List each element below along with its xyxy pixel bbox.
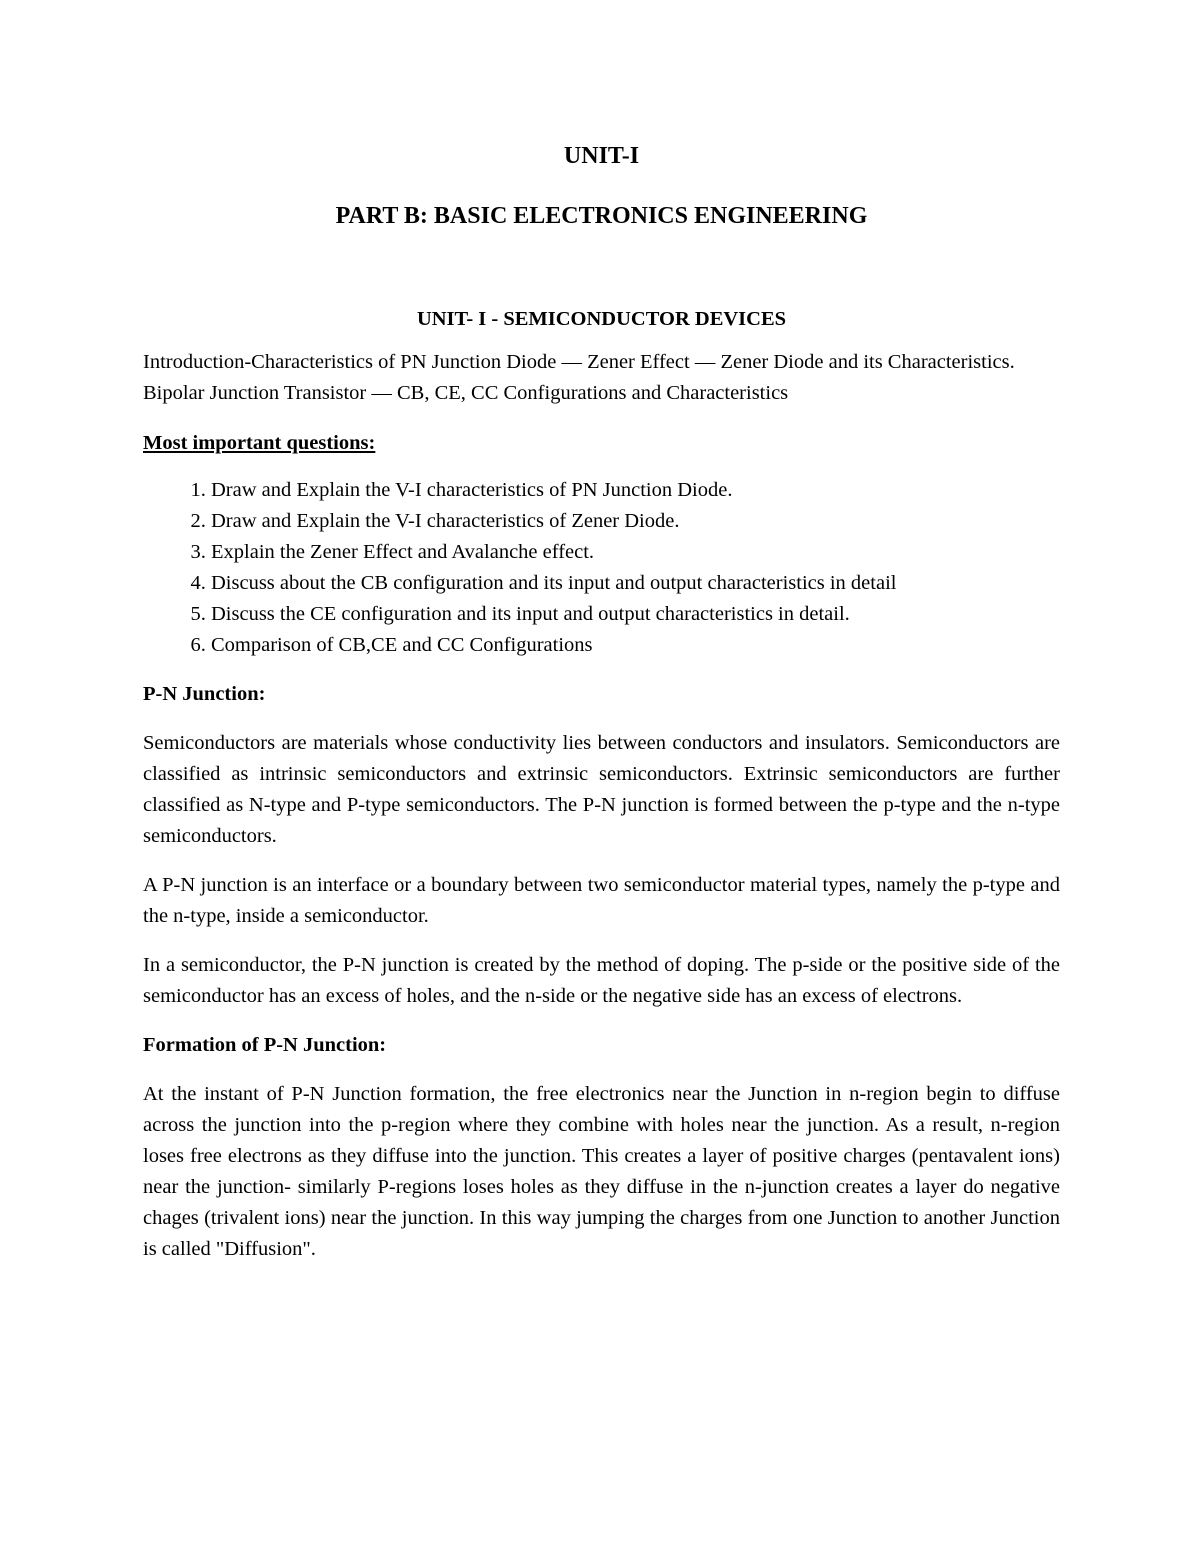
- important-questions-heading: Most important questions:: [143, 432, 376, 454]
- pn-paragraph-1: Semiconductors are materials whose conductivity lies between conductors and insulators. Semiconductors are classified as intrinsic semiconductors and extrinsic semiconductors. Extrinsic semiconductors are further classified as N-type and P-type semiconductors. The P-N junction is formed between the p-type and the n-type semiconductors.: [143, 732, 1060, 847]
- syllabus-intro: Introduction-Characteristics of PN Junction Diode — Zener Effect — Zener Diode and its Characteristics. Bipolar Junction Transistor — CB, CE, CC Configurations and Characteristics: [143, 351, 1015, 404]
- questions-list: [143, 475, 1060, 661]
- document-body: [143, 138, 1060, 1265]
- question-item: 1. Draw and Explain the V-I characteristics of PN Junction Diode.: [211, 475, 1060, 506]
- part-title: PART B: BASIC ELECTRONICS ENGINEERING: [335, 203, 868, 229]
- pn-paragraph-3: In a semiconductor, the P-N junction is created by the method of doping. The p-side or the positive side of the semiconductor has an excess of holes, and the n-side or the negative side has an excess of electrons.: [143, 954, 1060, 1007]
- formation-heading: Formation of P-N Junction:: [143, 1034, 387, 1056]
- pn-paragraph-2: A P-N junction is an interface or a boundary between two semiconductor material types, namely the p-type and the n-type, inside a semiconductor.: [143, 874, 1060, 927]
- formation-paragraph: At the instant of P-N Junction formation, the free electronics near the Junction in n-region begin to diffuse across the junction into the p-region where they combine with holes near the junction. As a result, n-region loses free electrons as they diffuse into the junction. This creates a layer of positive charges (pentavalent ions) near the junction- similarly P-regions loses holes as they diffuse in the n-junction creates a layer do negative chages (trivalent ions) near the junction. In this way jumping the charges from one Junction to another Junction is called "Diffusion".: [143, 1083, 1060, 1260]
- pn-junction-heading: P-N Junction:: [143, 683, 266, 705]
- question-item: 6. Comparison of CB,CE and CC Configurations: [211, 630, 1060, 661]
- question-item: 4. Discuss about the CB configuration and its input and output characteristics in detail: [211, 568, 1060, 599]
- section-title: UNIT- I - SEMICONDUCTOR DEVICES: [416, 308, 787, 330]
- question-item: 2. Draw and Explain the V-I characteristics of Zener Diode.: [211, 506, 1060, 537]
- question-item: 5. Discuss the CE configuration and its input and output characteristics in detail.: [211, 599, 1060, 630]
- question-item: 3. Explain the Zener Effect and Avalanche effect.: [211, 537, 1060, 568]
- unit-title: UNIT-I: [563, 143, 640, 169]
